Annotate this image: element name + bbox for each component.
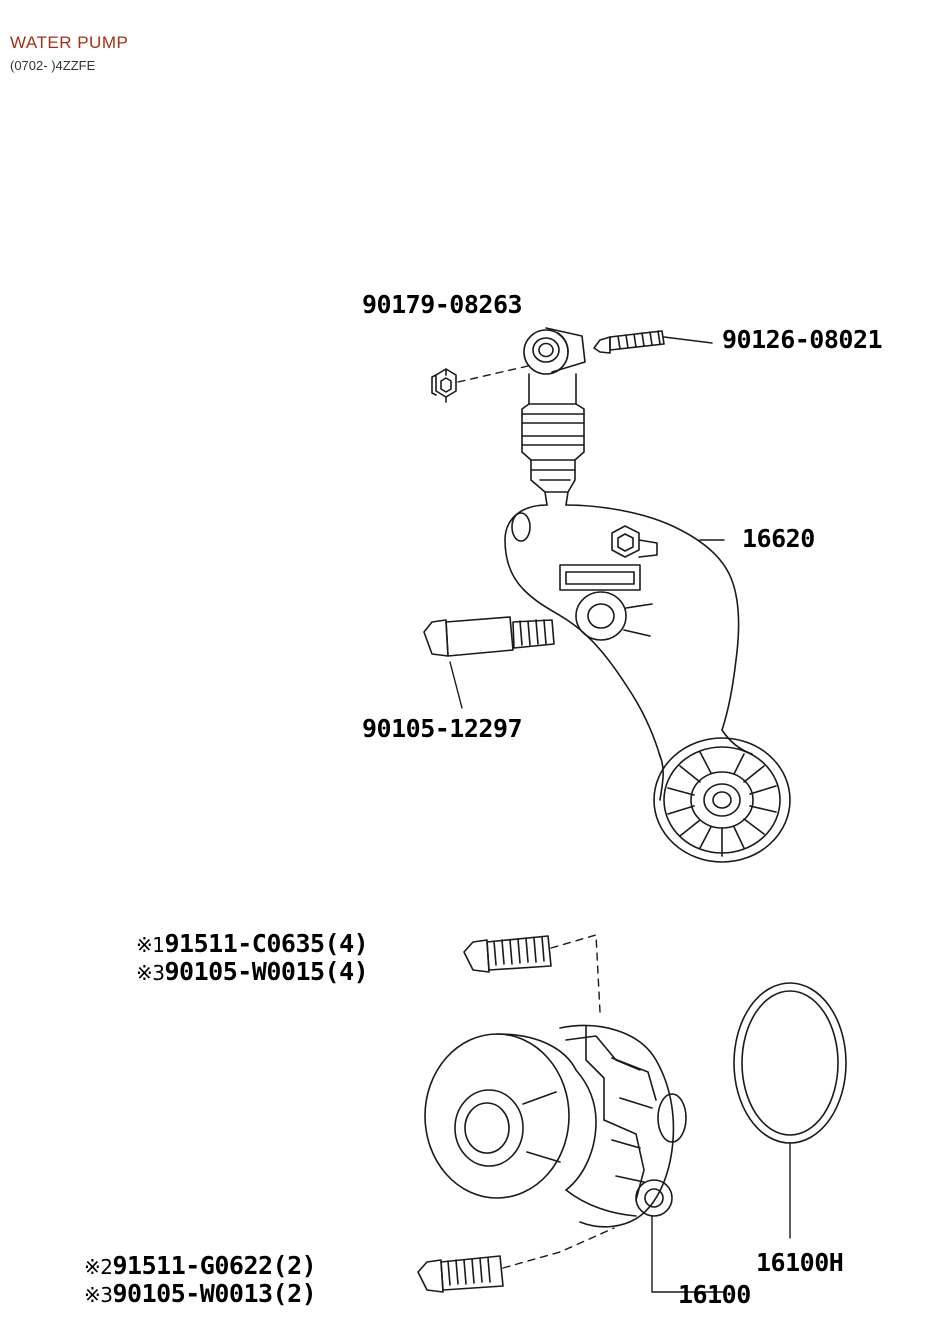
mark-symbol-2: ※2	[84, 1255, 113, 1279]
part-water-pump-16100	[425, 1026, 686, 1227]
callout-90179-08263: 90179-08263	[362, 290, 523, 319]
leader-nut-dashed	[458, 366, 528, 382]
callout-16100H: 16100H	[756, 1248, 844, 1277]
part-nut-90179	[432, 369, 456, 402]
part-bolt-90105-12297	[424, 617, 554, 656]
mark-symbol-1: ※1	[136, 933, 165, 957]
callout-90105-W0015: 90105-W0015(4)	[164, 957, 369, 986]
page-subtitle: (0702- )4ZZFE	[10, 58, 96, 73]
part-bolt-91511-G0622	[418, 1256, 503, 1292]
page-title: WATER PUMP	[10, 33, 129, 52]
part-tensioner-arm-16620	[505, 505, 739, 756]
callout-90126-08021: 90126-08021	[722, 325, 883, 354]
callout-90105-12297: 90105-12297	[362, 714, 523, 743]
callout-90105-W0013: 90105-W0013(2)	[112, 1279, 317, 1308]
part-tensioner-pivot	[524, 328, 585, 374]
part-gasket-16100H	[734, 983, 846, 1143]
callout-91511-G0622: 91511-G0622(2)	[112, 1251, 317, 1280]
callout-mark-3a	[136, 957, 368, 986]
part-bolt-91511-C0635	[464, 936, 551, 972]
mark-symbol-3a: ※3	[136, 961, 165, 985]
part-tensioner-pulley	[654, 730, 790, 862]
part-bolt-90126	[594, 331, 664, 353]
leader-bolt-90126	[664, 337, 712, 343]
callout-16620: 16620	[742, 524, 815, 553]
callout-91511-C0635: 91511-C0635(4)	[164, 929, 369, 958]
mark-symbol-3b: ※3	[84, 1283, 113, 1307]
callout-16100: 16100	[678, 1280, 751, 1309]
part-tensioner-cylinder	[522, 374, 584, 505]
leader-lower-bolt-dashed	[503, 1228, 614, 1268]
leader-90105-12297	[450, 662, 462, 708]
callout-mark-2	[84, 1251, 316, 1280]
callout-mark-1	[136, 929, 368, 958]
leader-upper-bolt-dashed	[551, 935, 600, 1012]
callout-mark-3b	[84, 1279, 316, 1308]
